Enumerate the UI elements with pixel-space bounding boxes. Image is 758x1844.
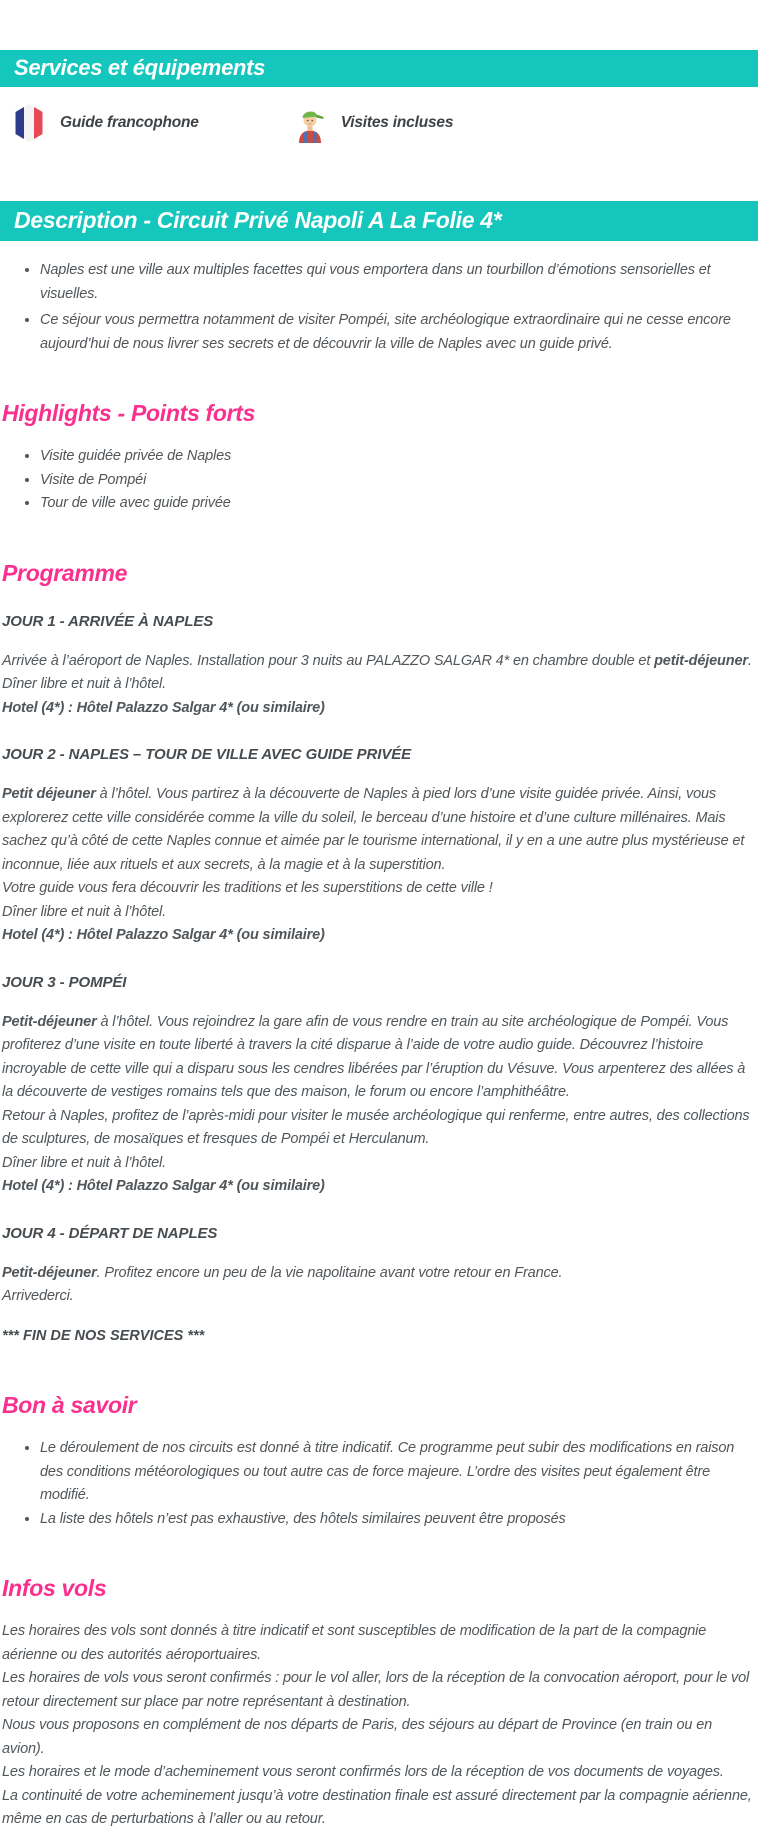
service-item-visites-incluses <box>295 103 454 143</box>
day-4-heading: JOUR 4 - DÉPART DE NAPLES <box>2 1224 218 1242</box>
day-3-museum-note: Retour à Naples, profitez de l’après-midi pour visiter le musée archéologique qui renferme, entre autres, des collections de sculptures, de mosaïques et fresques de Pompéi et Herculanum. <box>2 1107 750 1147</box>
day-3-dinner: Dîner libre et nuit à l’hôtel. <box>2 1154 166 1171</box>
day-3-hotel: Hotel (4*) : Hôtel Palazzo Salgar 4* (ou similaire) <box>2 1178 325 1194</box>
highlight-item: • Visite de Pompéi <box>40 469 748 493</box>
infos-vols-line: Les horaires des vols sont donnés à titre indicatif et sont susceptibles de modification de la part de la compagnie aérienne ou des autorités aéroportuaires. <box>2 1623 707 1663</box>
day-3-paragraph: Petit-déjeuner à l’hôtel. Vous rejoindrez la gare afin de vous rendre en train au site archéologique de Pompéi. Vous profiterez d’une visite en toute liberté à travers la cité disparue à l’aide de votre audio guide. Découvrez l’histoire incroyable de cette ville qui a disparu sous les cendres libérées par l’éruption du Vésuve. Vous arpenterez des allées à la découverte de vestiges romains tels que des maison, le forum ou encore l’amphithéâtre. <box>2 1013 746 1100</box>
infos-vols-paragraphs <box>2 1620 756 1832</box>
day-4-farewell: Arrivederci. <box>2 1288 74 1304</box>
day-3-heading: JOUR 3 - POMPÉI <box>2 973 127 991</box>
day-1-section <box>2 613 756 721</box>
service-item-guide-francophone <box>14 103 199 143</box>
bon-a-savoir-item: • La liste des hôtels n’est pas exhaustive, des hôtels similaires peuvent être proposés <box>40 1508 748 1532</box>
infos-vols-line: Les horaires de vols vous seront confirmés : pour le vol aller, lors de la réception de la convocation aéroport, pour le vol retour directement sur place par notre représentant à destination. <box>2 1670 750 1710</box>
programme-title: Programme <box>2 559 128 586</box>
france-flag-icon <box>14 103 44 143</box>
infos-vols-line: Les horaires et le mode d’acheminement vous seront confirmés lors de la réception de vos documents de voyages. <box>2 1764 724 1780</box>
day-1-dinner: Dîner libre et nuit à l’hôtel. <box>2 676 166 692</box>
services-title: Services et équipements <box>14 55 266 80</box>
day-2-heading: JOUR 2 - NAPLES – TOUR DE VILLE AVEC GUIDE PRIVÉE <box>2 746 412 763</box>
day-2-dinner: Dîner libre et nuit à l’hôtel. <box>2 903 166 920</box>
day-1-body <box>2 650 756 721</box>
day-3-section <box>2 974 756 1199</box>
day-1-intro: Arrivée à l’aéroport de Naples. Installation pour 3 nuits au PALAZZO SALGAR 4* en chambre double et petit-déjeuner. <box>2 652 752 669</box>
day-2-guide-note: Votre guide vous fera découvrir les traditions et les superstitions de cette ville ! <box>2 880 493 896</box>
day-2-paragraph: Petit déjeuner à l’hôtel. Vous partirez à la découverte de Naples à pied lors d’une visite guidée privée. Ainsi, vous explorerez cette ville considérée comme la ville du soleil, le berceau d’une histoire et d’une culture millénaires. Mais sachez qu’à côté de cette Naples connue et aimée par le tourisme international, il y en a une autre plus mystérieuse et inconnue, liée aux rituels et aux secrets, à la magie et à la superstition. <box>2 786 745 873</box>
day-2-body <box>2 783 756 948</box>
day-4-body <box>2 1262 756 1309</box>
tour-guide-icon <box>295 103 325 143</box>
bon-a-savoir-list <box>0 1437 758 1531</box>
fin-services-note: *** FIN DE NOS SERVICES *** <box>2 1327 205 1344</box>
bon-a-savoir-title: Bon à savoir <box>2 1392 137 1418</box>
highlights-list <box>0 445 758 516</box>
day-3-body <box>2 1011 756 1199</box>
day-1-heading: JOUR 1 - ARRIVÉE À NAPLES <box>2 612 214 630</box>
day-4-paragraph: Petit-déjeuner. Profitez encore un peu de la vie napolitaine avant votre retour en France. <box>2 1264 563 1281</box>
highlight-item: • Tour de ville avec guide privée <box>40 492 748 516</box>
infos-vols-title: Infos vols <box>2 1575 107 1601</box>
description-item: • Ce séjour vous permettra notamment de visiter Pompéi, site archéologique extraordinaire qui ne cesse encore aujourd’hui de nous livrer ses secrets et de découvrir la ville de Naples avec un guide privé. <box>40 309 748 356</box>
highlights-title: Highlights - Points forts <box>2 400 256 426</box>
description-item: • Naples est une ville aux multiples facettes qui vous emportera dans un tourbillon d’émotions sensorielles et visuelles. <box>40 259 748 306</box>
bon-a-savoir-item: • Le déroulement de nos circuits est donné à titre indicatif. Ce programme peut subir des modifications en raison des conditions météorologiques ou tout autre cas de force majeure. L’ordre des visites peut également être modifié. <box>40 1437 748 1508</box>
description-list <box>0 259 758 356</box>
highlight-item: • Visite guidée privée de Naples <box>40 445 748 469</box>
description-banner <box>0 201 758 241</box>
service-label: Visites incluses <box>340 114 454 131</box>
day-4-section <box>2 1225 756 1309</box>
infos-vols-line: Nous vous proposons en complément de nos départs de Paris, des séjours au départ de Province (en train ou en avion). <box>2 1717 713 1757</box>
day-1-hotel: Hotel (4*) : Hôtel Palazzo Salgar 4* (ou similaire) <box>2 699 325 716</box>
service-label: Guide francophone <box>60 114 199 131</box>
day-2-section <box>2 746 756 948</box>
day-2-hotel: Hotel (4*) : Hôtel Palazzo Salgar 4* (ou similaire) <box>2 927 325 943</box>
infos-vols-line: La continuité de votre acheminement jusqu’à votre destination finale est assuré directement par la compagnie aérienne, même en cas de perturbations à l’aller ou au retour. <box>2 1787 752 1827</box>
services-banner <box>0 50 758 87</box>
description-title: Description - Circuit Privé Napoli A La Folie 4* <box>14 207 502 233</box>
services-items-row <box>14 103 744 143</box>
